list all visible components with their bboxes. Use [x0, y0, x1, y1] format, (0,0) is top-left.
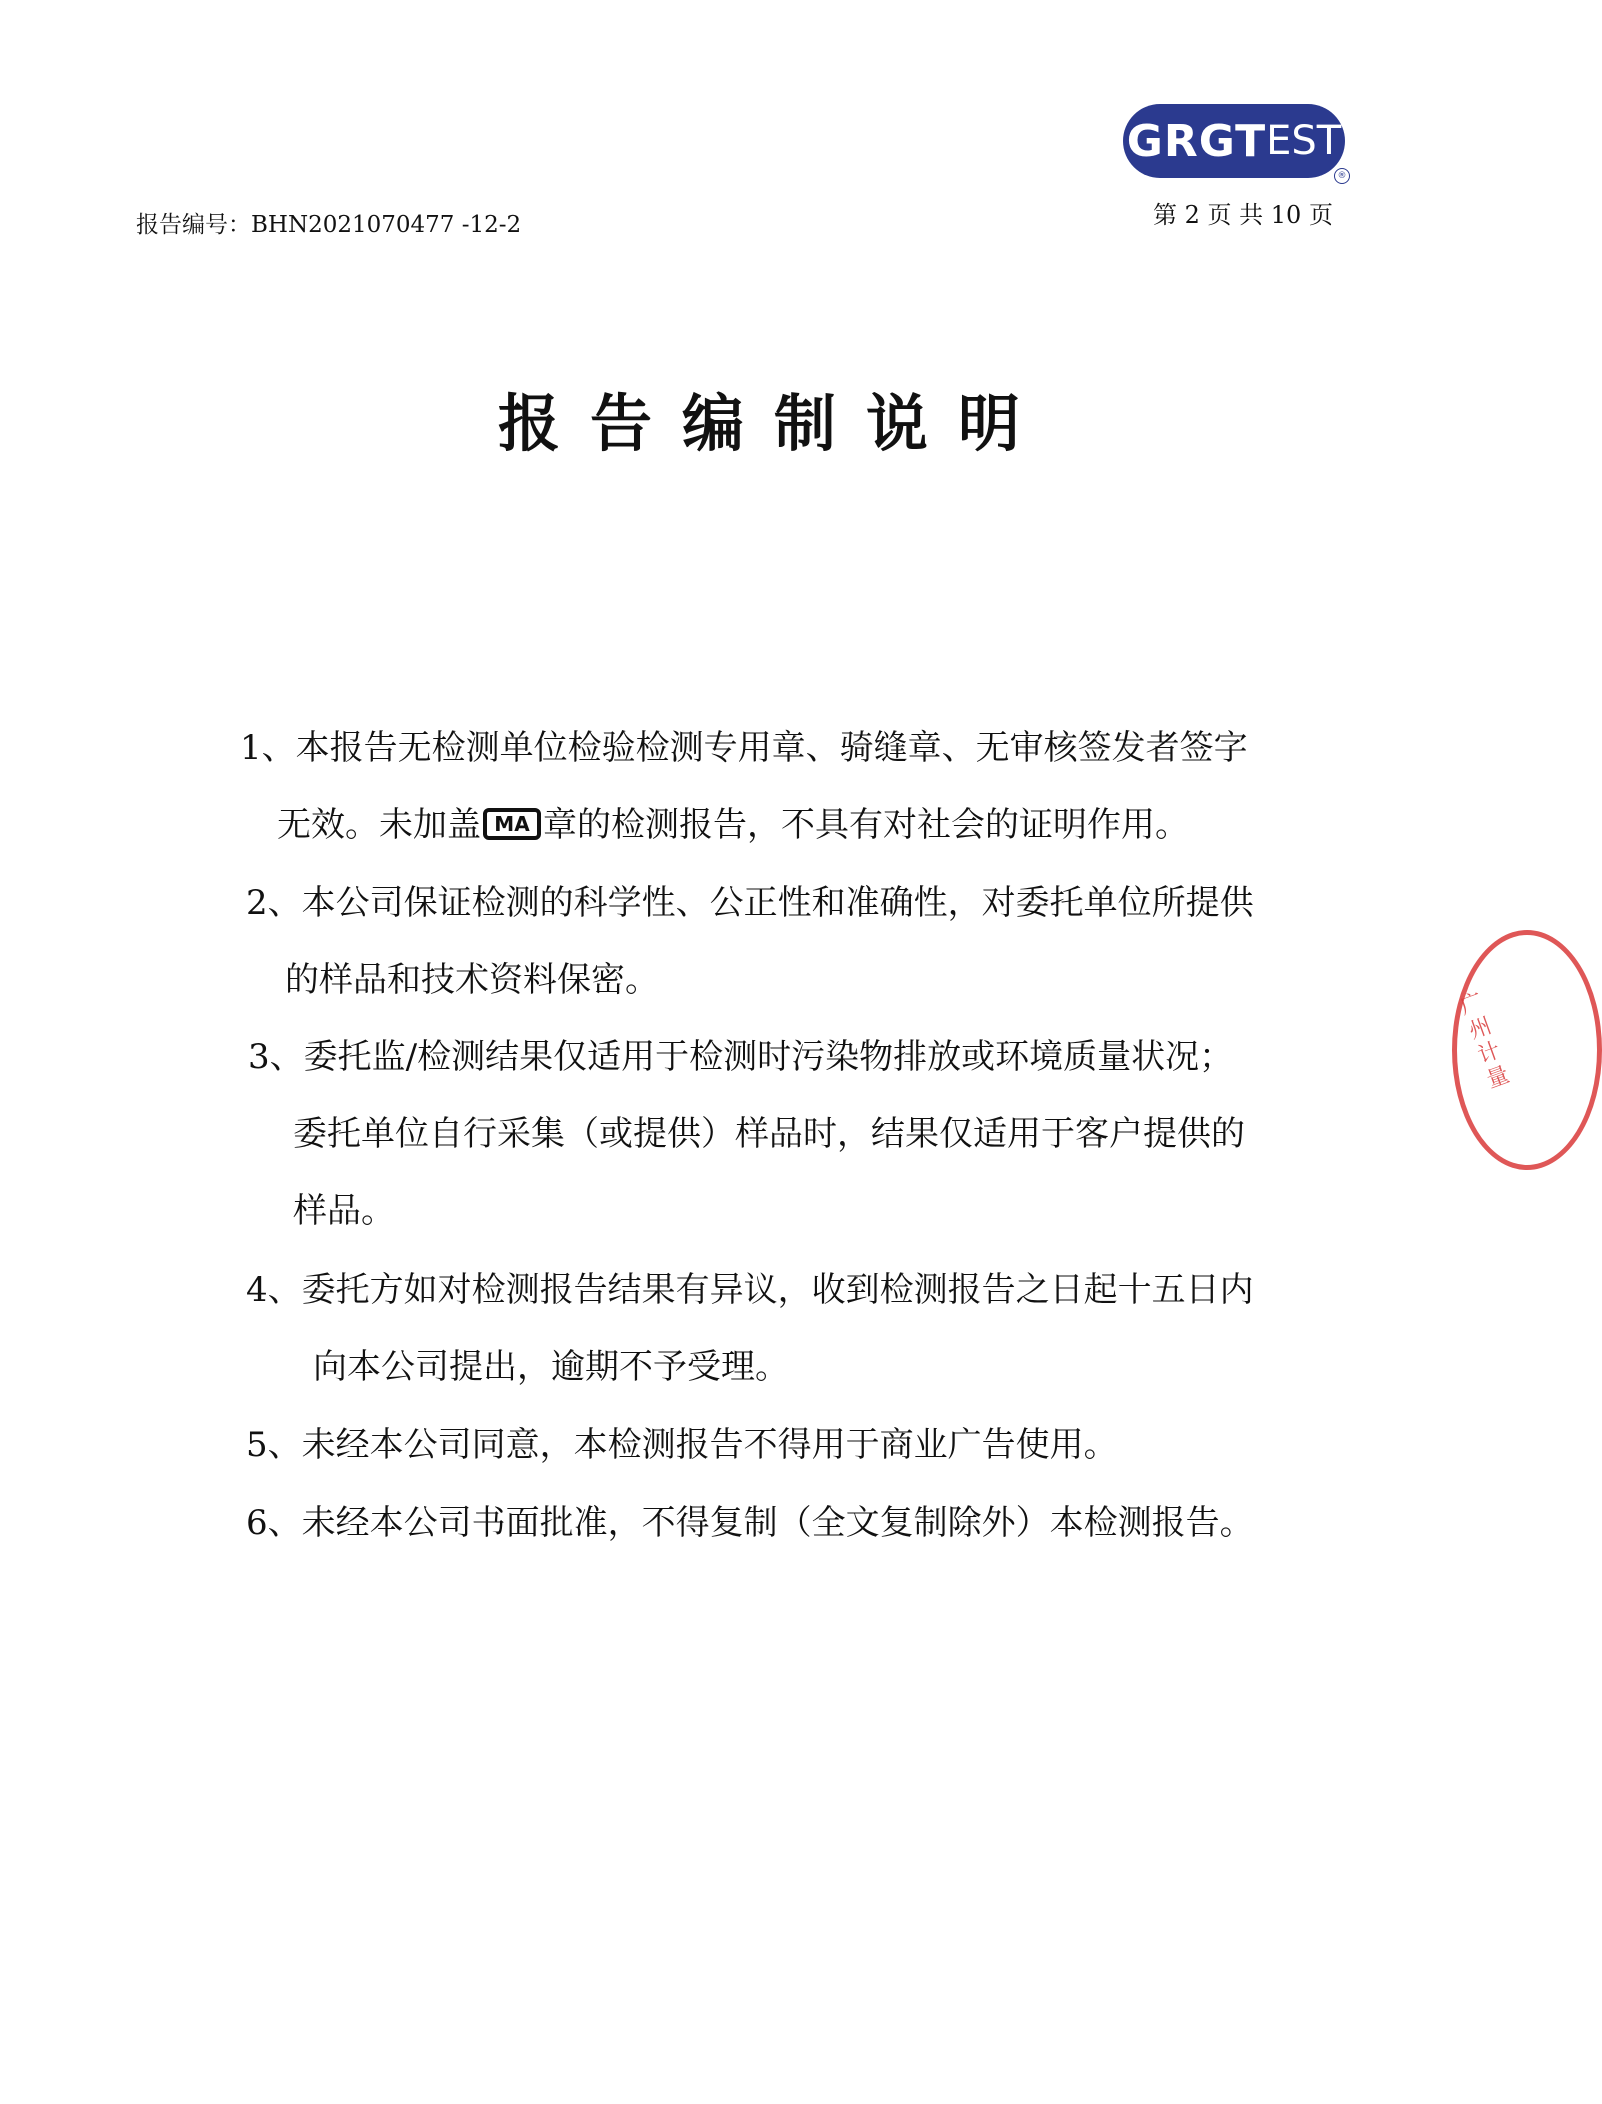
logo-sub-text: EST: [1266, 118, 1342, 164]
item-1-line-1: 1、本报告无检测单位检验检测专用章、骑缝章、无审核签发者签字: [240, 728, 1248, 768]
item-2-line-2: 的样品和技术资料保密。: [285, 960, 659, 1000]
item-3-line-2: 委托单位自行采集（或提供）样品时，结果仅适用于客户提供的: [293, 1114, 1245, 1154]
item-2-line-1: 2、本公司保证检测的科学性、公正性和准确性，对委托单位所提供: [246, 883, 1254, 923]
seal-text: 广州计量: [1456, 989, 1513, 1094]
registered-mark: ®: [1334, 168, 1350, 184]
item-3-line-1: 3、委托监/检测结果仅适用于检测时污染物排放或环境质量状况；: [248, 1037, 1234, 1077]
report-number: 报告编号：BHN2021070477 -12-2: [136, 212, 522, 238]
item-1-line-2-b: 章的检测报告，不具有对社会的证明作用。: [543, 805, 1189, 845]
grgtest-logo: [1123, 104, 1345, 178]
item-3-line-3: 样品。: [293, 1191, 395, 1231]
item-1-line-2: [277, 805, 1189, 846]
item-4-line-2: 向本公司提出，逾期不予受理。: [313, 1347, 789, 1387]
page-info: 第 2 页 共 10 页: [1153, 201, 1333, 229]
logo-main-text: GRGT: [1126, 115, 1267, 167]
item-4-line-1: 4、委托方如对检测报告结果有异议，收到检测报告之日起十五日内: [246, 1270, 1254, 1310]
red-seal-stamp: [1452, 930, 1602, 1170]
item-1-line-2-a: 无效。未加盖: [277, 805, 481, 845]
cma-mark-icon: MA: [483, 808, 541, 840]
item-5: 5、未经本公司同意，本检测报告不得用于商业广告使用。: [246, 1425, 1118, 1465]
page-title: 报告编制说明: [497, 387, 1050, 460]
item-6: 6、未经本公司书面批准，不得复制（全文复制除外）本检测报告。: [246, 1503, 1254, 1543]
